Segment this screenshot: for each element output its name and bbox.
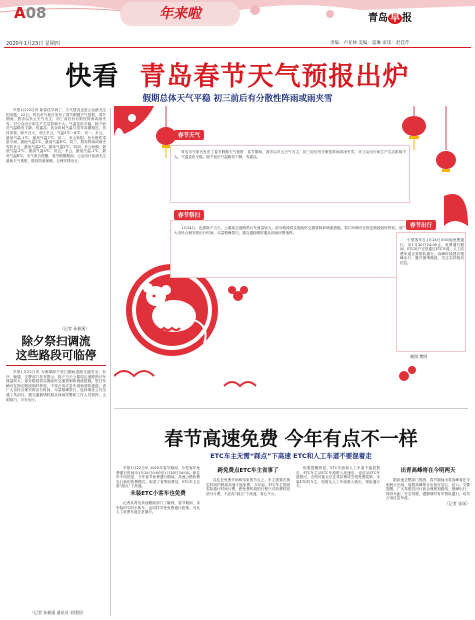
sacrifice-card-body: 1月24日，也即除夕当天，公墓周边道路预计车流量较大，部分路段将实施临时交通管制和调流措施，祭扫车辆可在指定路段临时停放。请广大市民合理安排出行时间，尽量错峰祭扫，遇交通拥堵时服从现场民警指挥。 — [174, 226, 406, 235]
highway-card-text — [400, 238, 464, 350]
highway-paragraph: 据高速交警部门预测，春节期间出青高峰将在今明两天出现，返程高峰预计出现在初五、初六。交警提醒，广大驾驶员出行前合理规划路线，错峰出行，保持车距，安全驾驶，遇拥堵时有序排队通行，切勿占用应急车道。 — [386, 478, 470, 501]
highway-card-title: 春节出行 — [406, 220, 436, 230]
highway-card-body: 小型客车自1月24日0:00起免费通行，至1月30日24:00止。免费通行期间，ETC用户正常通过ETC车道，人工收费车道正常排队通行。高峰时段建议错峰出行，避开拥堵路段，关注实时路况信息。 — [400, 238, 464, 265]
weather-card-text — [174, 150, 406, 200]
issue-date: 2020年1月23日 星期四 — [6, 41, 60, 47]
sacrifice-card-title: 春节祭扫 — [174, 210, 204, 220]
highway-column-1 — [116, 466, 200, 614]
highway-subhead: ETC车主无需“踩点”下高速 ETC和人工车道不要混着走 — [210, 452, 372, 460]
weather-card-body: 青岛市气象台发布了春节假期天气预报：春节期间，我市以多云天气为主，初三前后有分散性阵雨或雨夹雪，对公众出行和生产生活影响不大。气温变化平稳，除夕前后气温略有下降，有霜冻。 — [174, 150, 406, 159]
highway-headline: 春节高速免费 今年有点不一样 — [164, 428, 418, 450]
column-divider — [110, 108, 111, 616]
paper-name-2: 早 — [390, 13, 400, 24]
paper-logo — [368, 9, 412, 24]
highway-subheading: 跨免费点ETC车主省事了 — [217, 468, 279, 474]
festival-banner: 年来啦 — [120, 2, 240, 26]
highway-subheading: 未装ETC小客车也免费 — [130, 490, 186, 497]
page-letter: A — [14, 4, 26, 22]
weather-article-text: 早报1月22日讯 新春佳节到了，天气情况也是公众最关注的话题。22日，青岛市气象台发布了春节假期天气预报，春节期间，我市以多云天气为主，初三前后有分散性阵雨或雨夹雪，对公众出行和生产生活影响不大。气温变化平稳，除夕前后气温略有下降，有霜冻；其余时间气温与常年同期相近。具体来看，除夕白天，市区多云，气温4℃～8℃；初一，多云，最低气温-1℃，最高气温7℃；初二，多云转阴，有分散性零星小雨，最低气温2℃，最高气温6℃；初三，阴有阵雨或雨夹雪转多云，最低气温2℃，最高气温5℃；初四，多云间晴，最低气温-2℃，最高气温5℃；初五，多云，最低气温-1℃，最高气温6℃。市气象台提醒，春节假期期间，公众出行前请关注最新天气预报，做好防寒保暖，合理安排出行。 — [6, 108, 106, 163]
section-divider — [6, 365, 106, 366]
sacrifice-headline-line1: 除夕祭扫调流 — [21, 334, 91, 348]
sacrifice-article-text: 早报1月22日讯 为保障除夕祭扫期间道路交通安全、有序、畅通，交警部门发布提示，除夕当天公墓周边道路预计车流量较大，部分路段将实施临时交通管制和调流措施。祭扫车辆可在指定路段临时停放，不得占用应急车道和消防通道。请广大市民合理安排出行时间，尽量错峰祭扫，选择乘坐公共交通工具前往，遇交通拥堵时服从现场民警和工作人员指挥，文明祭扫，平安出行。 — [6, 370, 106, 402]
paper-name-3: 报 — [402, 13, 412, 24]
sacrifice-card-text — [174, 226, 406, 276]
paper-name-1: 青岛 — [368, 13, 388, 24]
highway-paragraph: 早报1月22日讯 2020年春节期间，小型客车免费通行时间为1月24日0:00至1月30日24:00。和往年不同的是，今年春节免费通行期间，高速公路收费实行新的收费模式，取消了省界收费站，ETC车主无需“踩点”下高速。 — [116, 466, 200, 489]
headline-part1: 快看 — [65, 62, 120, 92]
highway-paragraph: 记者从青岛高速路政部门了解到，春节期间，未安装ETC的小客车，也同样享受免费通行政策，可从人工收费车道正常通行。 — [116, 500, 200, 515]
weather-card-title: 春节天气 — [174, 130, 204, 140]
highway-column-2 — [206, 466, 290, 614]
page-number — [14, 4, 46, 22]
highway-paragraph: 以往在免费开始和结束的节点上，车主需要在规定时间内驶离高速才能免费。今年起，ETC车主按照实际通行时间计费，跨免费时段的行程只对收费时段部分计费，不必再“踩点”下高速，省心不少。 — [206, 478, 290, 496]
graphics-byline: 制图 樊明 — [410, 354, 428, 359]
headline-part2: 青岛春节天气预报出炉 — [139, 62, 410, 92]
main-subhead: 假期总体天气平稳 初三前后有分散性阵雨或雨夹雪 — [142, 94, 333, 104]
editor-credits: 责编：卢亚林 美编：夏琳 审读：赵佳芹 — [330, 41, 410, 46]
page-digits: 08 — [25, 4, 47, 22]
main-headline — [0, 56, 475, 93]
highway-subheading: 出青高峰将在今明两天 — [400, 468, 456, 474]
highway-byline: （记者 张琛） — [444, 500, 470, 506]
sacrifice-byline: （记者 孙筱溪 通讯员 刘建国） — [30, 610, 86, 615]
sacrifice-headline-line2: 这些路段可临停 — [15, 348, 97, 362]
header-divider — [4, 47, 471, 48]
sacrifice-article — [6, 370, 106, 610]
weather-byline: （记者 孙筱溪） — [60, 326, 90, 331]
highway-paragraph: 但要提醒的是，ETC车道和人工车道不能混着走，ETC车主从ETC车道驶入高速后，也应从ETC车道驶出，否则可能无法正常扣费或享受免费政策。未装ETC的车主，则需从人工车道驶入驶出，领取通行卡。 — [296, 466, 380, 489]
section-divider — [114, 408, 468, 409]
weather-article — [6, 108, 106, 330]
sacrifice-headline — [6, 334, 106, 362]
highway-column-3 — [296, 466, 380, 614]
highway-column-4 — [386, 466, 470, 614]
